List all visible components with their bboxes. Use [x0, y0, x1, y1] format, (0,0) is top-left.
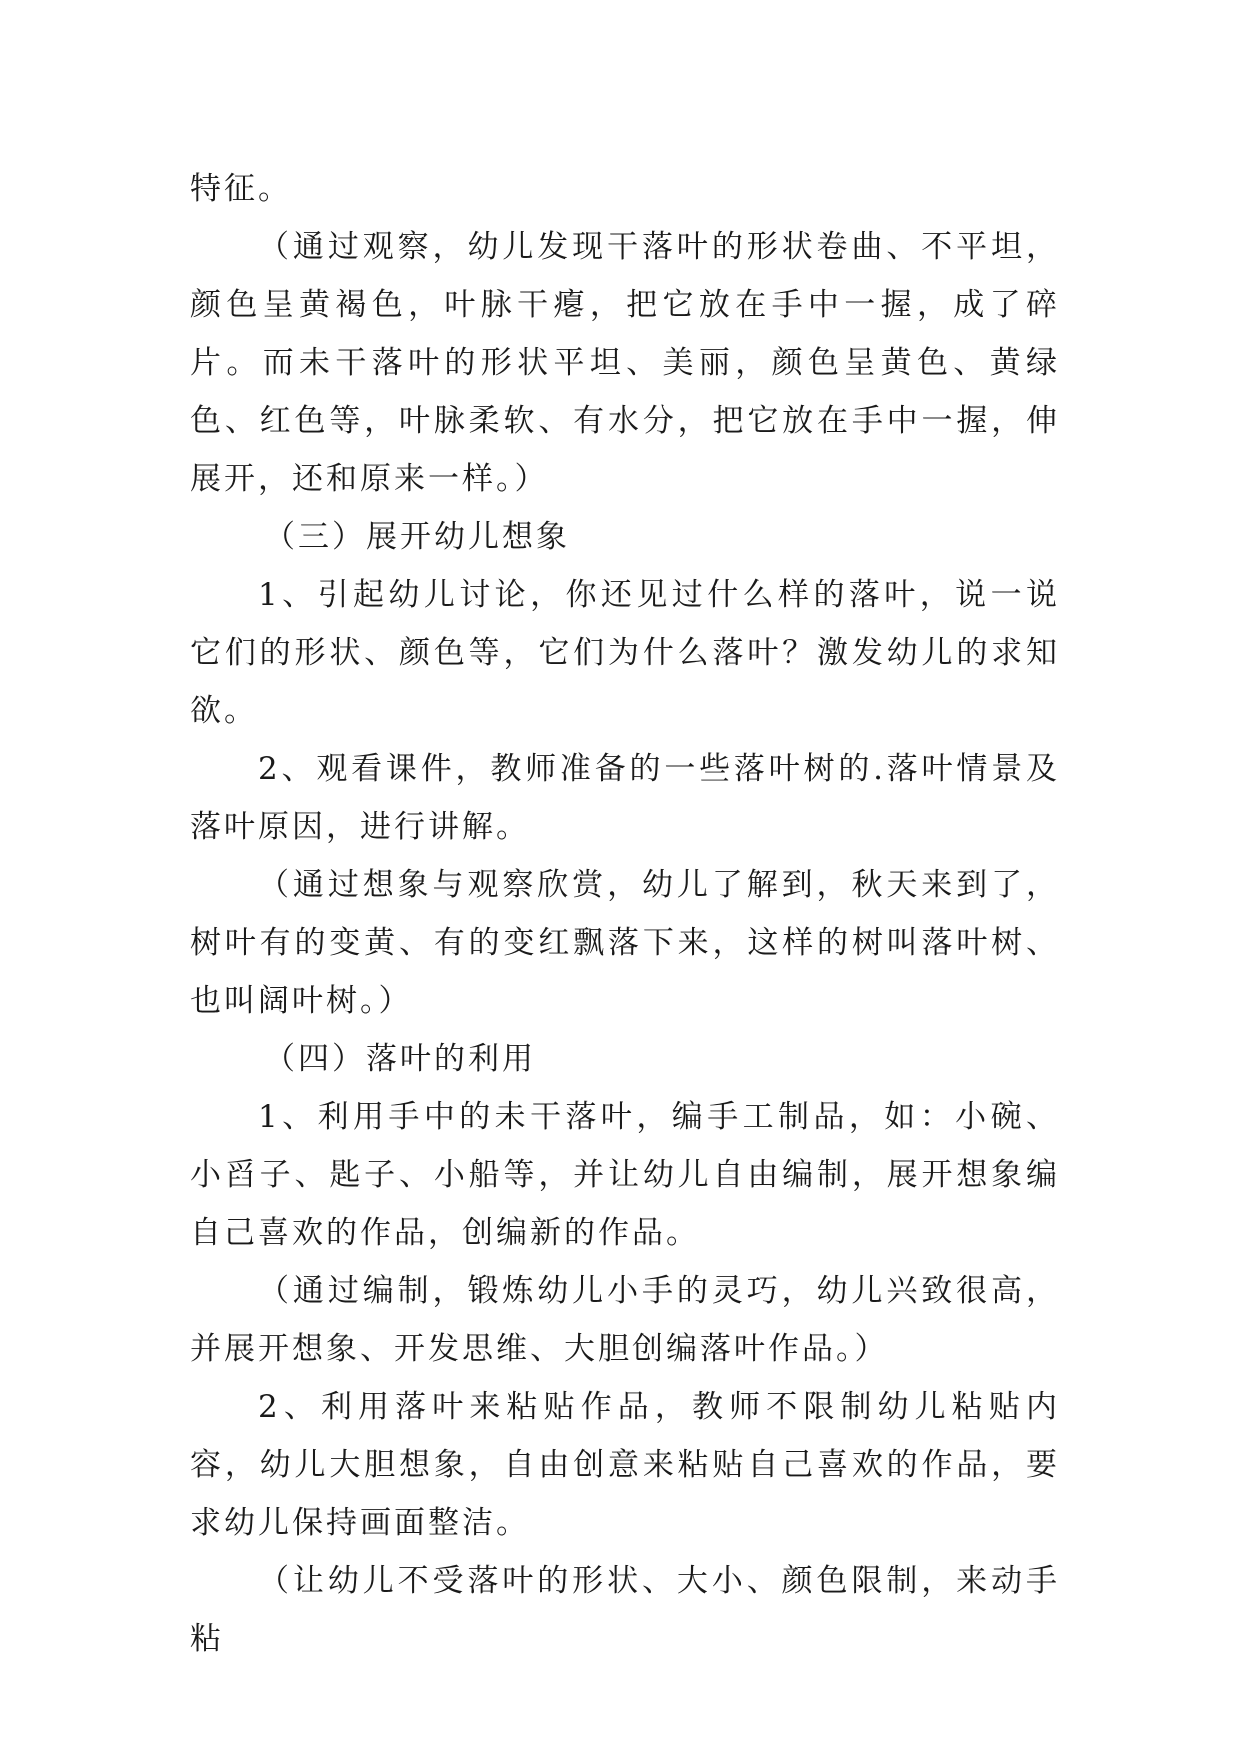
section-heading-utilization: （四）落叶的利用 — [264, 1041, 536, 1077]
paragraph-weaving-result: （通过编制，锻炼幼儿小手的灵巧，幼儿兴致很高，并展开想象、开发思维、大胆创编落叶作品。） — [190, 1273, 1060, 1367]
paragraph-imagination-result: （通过想象与观察欣赏，幼儿了解到，秋天来到了，树叶有的变黄、有的变红飘落下来，这样的树叫落叶树、也叫阔叶树。） — [190, 867, 1060, 1019]
paragraph-continuation: 特征。 — [190, 171, 292, 207]
paragraph-observation-result: （通过观察，幼儿发现干落叶的形状卷曲、不平坦，颜色呈黄褐色，叶脉干瘪，把它放在手中一握，成了碎片。而未干落叶的形状平坦、美丽，颜色呈黄色、黄绿色、红色等，叶脉柔软、有水分，把它放在手中一握，伸展开，还和原来一样。） — [190, 229, 1060, 497]
document-body — [190, 160, 1060, 1668]
paragraph-courseware: 2、观看课件，教师准备的一些落叶树的.落叶情景及落叶原因，进行讲解。 — [190, 751, 1060, 845]
section-heading-imagination: （三）展开幼儿想象 — [264, 519, 570, 555]
paragraph-discussion: 1、引起幼儿讨论，你还见过什么样的落叶，说一说它们的形状、颜色等，它们为什么落叶？激发幼儿的求知欲。 — [190, 577, 1060, 729]
paragraph-weaving: 1、利用手中的未干落叶，编手工制品，如：小碗、小舀子、匙子、小船等，并让幼儿自由编制，展开想象编自己喜欢的作品，创编新的作品。 — [190, 1099, 1060, 1251]
paragraph-pasting: 2、利用落叶来粘贴作品，教师不限制幼儿粘贴内容，幼儿大胆想象，自由创意来粘贴自己喜欢的作品，要求幼儿保持画面整洁。 — [190, 1389, 1060, 1541]
paragraph-pasting-result: （让幼儿不受落叶的形状、大小、颜色限制，来动手粘 — [190, 1563, 1060, 1657]
